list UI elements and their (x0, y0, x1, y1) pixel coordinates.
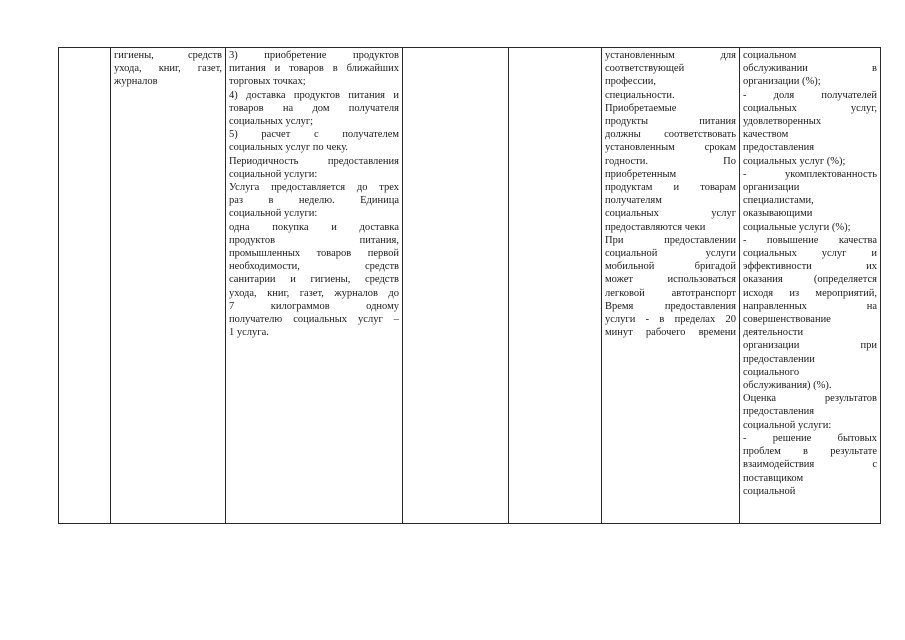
text-line: ухода, книг, газет, журналов до (229, 287, 399, 299)
text-line: 7 килограммов одному (229, 300, 399, 312)
text-line: питания и товаров в ближайших (229, 63, 399, 75)
text-line: ухода, книг, газет, (114, 63, 222, 75)
text-line: раз в неделю. Единица (229, 195, 399, 207)
text-line: Периодичность предоставления (229, 155, 399, 167)
text-line: получателю социальных услуг – (229, 314, 399, 326)
text-line: социального (743, 366, 800, 378)
text-line: продуктам и товарам (605, 182, 736, 194)
text-line: получателям (605, 195, 662, 207)
text-line: годности. По (605, 155, 736, 167)
text-line: мобильной бригадой (605, 261, 736, 273)
text-line: товаров на дом получателя (229, 102, 399, 114)
text-line: - укомплектованность (743, 168, 877, 180)
text-line: журналов (114, 76, 158, 88)
text-line: исходя из мероприятий, (743, 287, 877, 299)
text-line: социальных услуг, (743, 102, 877, 114)
text-line: 5) расчет с получателем (229, 129, 399, 141)
text-line: Приобретаемые (605, 102, 677, 114)
text-line: обслуживании в (743, 63, 877, 75)
text-line: организации (743, 182, 800, 194)
text-line: гигиены, средств (114, 50, 222, 61)
text-line: При предоставлении (605, 234, 736, 246)
text-line: минут рабочего времени (605, 327, 736, 339)
service-conditions-text (605, 49, 736, 339)
text-line: Услуга предоставляется до трех (229, 182, 399, 194)
quality-indicators-cell (740, 48, 881, 524)
text-line: взаимодействия с (743, 459, 877, 471)
table-row (59, 48, 881, 524)
text-line: социальной услуги: (229, 208, 318, 220)
text-line: должны соответствовать (605, 129, 736, 141)
text-line: продукты питания (605, 116, 736, 128)
text-line: профессии, (605, 76, 657, 88)
text-line: качеством (743, 129, 789, 141)
service-description-cell (226, 48, 403, 524)
text-line: социальной услуги (605, 248, 736, 260)
services-table (58, 47, 881, 524)
text-line: социальные услуги (%); (743, 221, 851, 233)
text-line: организации (%); (743, 76, 821, 88)
norm-cell (403, 48, 509, 524)
service-name-text (114, 49, 222, 89)
text-line: - повышение качества (743, 234, 877, 246)
row-number-cell (59, 48, 111, 524)
text-line: обслуживания) (%). (743, 380, 832, 392)
text-line: организации при (743, 340, 877, 352)
tariff-cell (509, 48, 602, 524)
text-line: продуктов питания, (229, 234, 399, 246)
text-line: социальной услуги: (743, 419, 832, 431)
text-line: установленным для (605, 50, 736, 61)
text-line: оказания (определяется (743, 274, 877, 286)
text-line: торговых точках; (229, 76, 306, 88)
text-line: предоставления (743, 406, 815, 418)
text-line: проблем в результате (743, 446, 877, 458)
text-line: специальности. (605, 89, 675, 101)
text-line: социальных услуг; (229, 116, 314, 128)
text-line: услуги - в пределах 20 (605, 314, 736, 326)
text-line: предоставления (743, 142, 815, 154)
text-line: одна покупка и доставка (229, 221, 399, 233)
text-line: легковой автотранспорт (605, 287, 736, 299)
text-line: 4) доставка продуктов питания и (229, 89, 399, 101)
text-line: санитарии и гигиены, средств (229, 274, 399, 286)
text-line: социальных услуг по чеку. (229, 142, 349, 154)
text-line: соответствующей (605, 63, 685, 75)
text-line: Оценка результатов (743, 393, 877, 405)
text-line: оказывающими (743, 208, 813, 220)
text-line: социальной услуги: (229, 168, 318, 180)
service-conditions-cell (602, 48, 740, 524)
text-line: социальной (743, 485, 796, 497)
text-line: может использоваться (605, 274, 736, 286)
text-line: - решение бытовых (743, 432, 877, 444)
text-line: поставщиком (743, 472, 804, 484)
text-line: социальных услуг (%); (743, 155, 846, 167)
text-line: предоставлении (743, 353, 815, 365)
service-description-text (229, 49, 399, 339)
text-line: 3) приобретение продуктов (229, 50, 399, 61)
text-line: необходимости, средств (229, 261, 399, 273)
text-line: промышленных товаров первой (229, 248, 399, 260)
text-line: совершенствование (743, 314, 831, 326)
quality-indicators-text (743, 49, 877, 498)
text-line: удовлетворенных (743, 116, 822, 128)
text-line: эффективности их (743, 261, 877, 273)
text-line: социальных услуг (605, 208, 736, 220)
text-line: специалистами, (743, 195, 814, 207)
text-line: Время предоставления (605, 300, 736, 312)
text-line: предоставляются чеки (605, 221, 706, 233)
service-name-cell (111, 48, 226, 524)
text-line: направленных на (743, 300, 877, 312)
text-line: установленным срокам (605, 142, 736, 154)
text-line: деятельности (743, 327, 804, 339)
text-line: социальном (743, 50, 797, 61)
text-line: приобретенным (605, 168, 677, 180)
text-line: социальных услуг и (743, 248, 877, 260)
text-line: - доля получателей (743, 89, 877, 101)
text-line: 1 услуга. (229, 327, 269, 339)
